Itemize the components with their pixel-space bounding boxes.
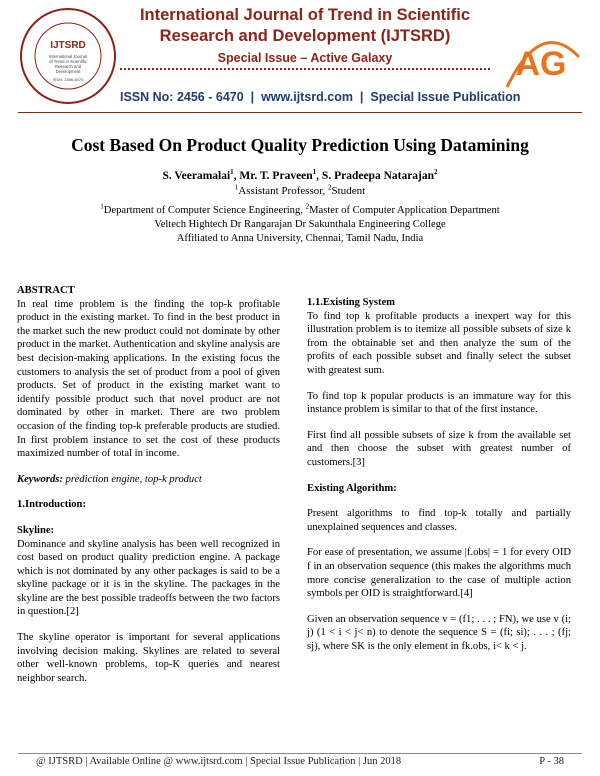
author-name: Mr. T. Praveen [239, 170, 313, 182]
logo-letters: AG [515, 45, 567, 83]
existing-system-paragraph: To find top k profitable products a inexpert way for this illustration problem is to itemize all possible subsets of size k from the obtainable set and then analyze the sum of the profits of each possible subset and finally select the subset with greatest sum. [307, 310, 571, 376]
issn: ISSN No: 2456 - 6470 [120, 90, 244, 104]
skyline-paragraph: The skyline operator is important for several applications involving decision making. Skylines are related to several other well-known problems, top-K queries and nearest neighbor search. [17, 632, 280, 684]
abstract-heading: ABSTRACT [17, 285, 75, 296]
affiliations: $^1$Department of Computer Science Engineering, $^2$Master of Computer Application Department Veltech Hightech Dr Rangarajan Dr Sakunthala Engineering College Affiliated to Anna University, Chennai, Tamil Nadu, India [0, 204, 600, 246]
page-number: P - 38 [539, 756, 564, 767]
skyline-paragraph: Dominance and skyline analysis has been well recognized in cost based on product quality prediction engine. A package which is not dominated by any other packages is said to be a skyline package or it is in the skyline. The packages in the skyline are the best possible tradeoffs between the two factors in question.[2] [17, 538, 280, 618]
issn-line: ISSN No: 2456 - 6470 | www.ijtsrd.com | Special Issue Publication [120, 90, 521, 104]
special-issue-label: Special Issue – Active Galaxy [217, 51, 393, 65]
left-column [17, 284, 280, 685]
svg-text:Research and: Research and [54, 64, 82, 69]
paper-title: Cost Based On Product Quality Prediction Using Datamining [71, 135, 529, 155]
author-name: S. Veeramalai [162, 170, 231, 182]
author-name: S. Pradeepa Natarajan [321, 170, 435, 182]
algorithm-paragraph: For ease of presentation, we assume |f.obs| = 1 for every OID f in an observation sequence (this makes the algorithms much more concise generalization to the case of multiple action symbols per OID is straightforward.[4] [307, 547, 571, 600]
algorithm-paragraph: Present algorithms to find top-k totally and partially unexplained sequences and classes. [307, 508, 571, 533]
issue-publication: Special Issue Publication [370, 90, 521, 104]
svg-text:of Trend in Scientific: of Trend in Scientific [49, 59, 87, 64]
keywords: Keywords: prediction engine, top-k product [17, 473, 202, 485]
footer-rule [18, 753, 582, 754]
website-link[interactable]: www.ijtsrd.com [261, 90, 353, 104]
footer-citation: @ IJTSRD | Available Online @ www.ijtsrd.com | Special Issue Publication | Jun 2018 [36, 756, 402, 767]
author-roles: $^1$Assistant Professor, $^2$Student [234, 183, 366, 197]
abstract-text: In real time problem is the finding the top-k profitable product in the existing market. To find in the best product in the market such the new product could not dominate by other product in the market. Authentication and skyline analysis are best decision-making applications. In the existing focus the customers to analysis the set of product from a pool of given products. Set of product in the existing market want to identify possible product such that novel product are not dominated by other in market. There are two problem occasion of the finding top-k preferable products are studied. In first problem instance to set the cost of these products maximized number of total in income. [17, 298, 280, 460]
seal-issn: ISSN: 2456-6470 [52, 77, 84, 82]
college-name: Veltech Hightech Dr Rangarajan Dr Sakunthala Engineering College [154, 219, 446, 230]
existing-system-heading: 1.1.Existing System [307, 297, 395, 308]
existing-algorithm-heading: Existing Algorithm: [307, 482, 397, 494]
skyline-heading: Skyline: [17, 524, 55, 536]
existing-system-paragraph: To find top k popular products is an immature way for this instance problem is similar to that of the first instance. [307, 390, 571, 416]
masthead [120, 5, 490, 74]
university-affiliation: Affiliated to Anna University, Chennai, Tamil Nadu, India [176, 233, 424, 244]
intro-heading: 1.Introduction: [17, 499, 86, 511]
masthead-divider [120, 68, 490, 74]
journal-seal [18, 6, 118, 106]
svg-text:International Journal: International Journal [49, 54, 87, 59]
svg-text:Development: Development [55, 69, 81, 74]
journal-name-line1: International Journal of Trend in Scientific [139, 6, 471, 24]
author-list: S. Veeramalai$^1$, Mr. T. Praveen$^1$, S. Pradeepa Natarajan$^2$ [162, 168, 438, 182]
existing-system-paragraph: First find all possible subsets of size k from the available set and then choose the subset with greatest number of customers.[3] [307, 429, 571, 468]
seal-acronym: IJTSRD [50, 40, 86, 51]
journal-name-line2: Research and Development (IJTSRD) [159, 27, 451, 45]
header-rule [18, 112, 582, 113]
active-galaxy-logo-icon [497, 27, 585, 93]
right-column [307, 296, 571, 653]
algorithm-paragraph: Given an observation sequence v = (f1; . . . ; FN), we use v (i; j) (1 < i < j< n) to denote the sequence S = (fi; si); . . . ; (fj; sj), where SK is the only element in fk.obs, i< k < j. [307, 613, 571, 652]
